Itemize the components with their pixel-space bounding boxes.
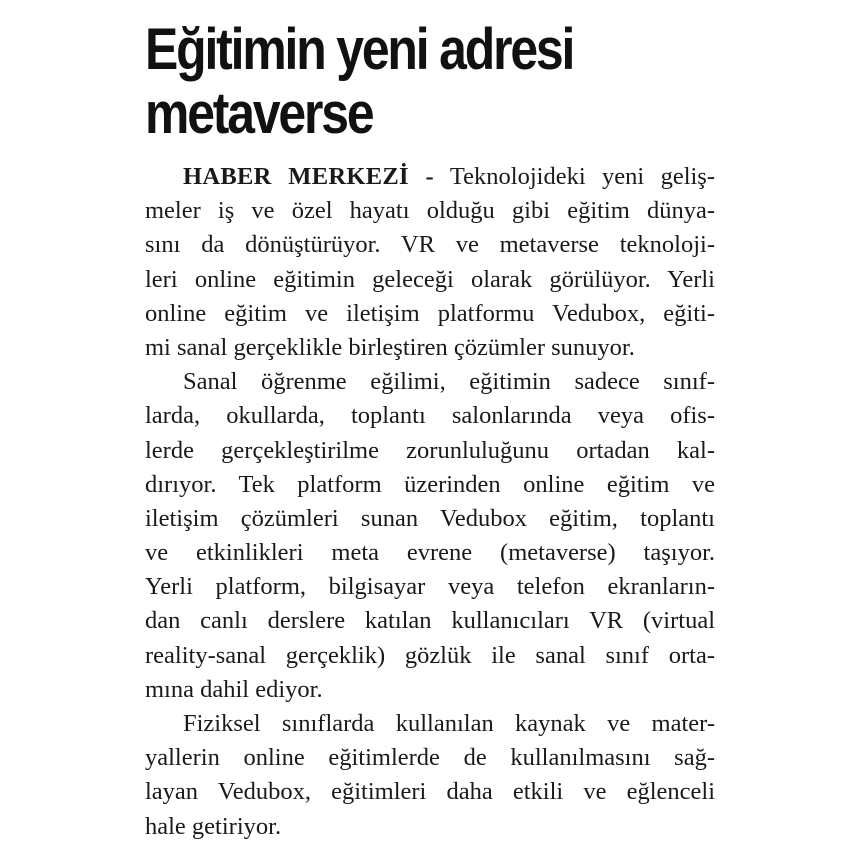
text-line: mi sanal gerçeklikle birleştiren çözümler sunuyor.	[145, 333, 635, 361]
text-line: Fiziksel sınıflarda kullanılan kaynak ve mater-	[183, 710, 715, 737]
paragraph	[145, 160, 715, 365]
paragraph	[145, 365, 715, 707]
text-line: meler iş ve özel hayatı olduğu gibi eğitim dünya-	[145, 197, 715, 225]
text-line: online eğitim ve iletişim platformu Vedubox, eğiti-	[145, 299, 715, 327]
article-body	[145, 160, 715, 844]
article-headline	[145, 18, 713, 146]
byline: HABER MERKEZİ -	[183, 163, 434, 190]
text-line: leri online eğitimin geleceği olarak görülüyor. Yerli	[145, 265, 715, 293]
text-line: Sanal öğrenme eğilimi, eğitimin sadece sınıf-	[183, 368, 715, 396]
text-line: hale getiriyor.	[145, 812, 282, 840]
text-line: Yerli platform, bilgisayar veya telefon ekranların-	[145, 573, 715, 601]
text-line: sını da dönüştürüyor. VR ve metaverse teknoloji-	[145, 231, 715, 259]
text-line: larda, okullarda, toplantı salonlarında veya ofis-	[145, 402, 715, 430]
headline-line: metaverse	[145, 81, 373, 146]
text-line	[145, 160, 715, 194]
text-line: mına dahil ediyor.	[145, 675, 323, 703]
text-fragment: Teknolojideki yeni geliş-	[449, 163, 715, 190]
text-line: ve etkinlikleri meta evrene (metaverse) taşıyor.	[145, 539, 715, 567]
text-line: dan canlı derslere katılan kullanıcıları VR (virtual	[145, 607, 715, 635]
news-article	[145, 17, 715, 840]
text-line: lerde gerçekleştirilme zorunluluğunu ortadan kal-	[145, 436, 715, 464]
paragraph	[145, 707, 715, 844]
headline-line: Eğitimin yeni adresi	[145, 17, 574, 82]
text-line: yallerin online eğitimlerde de kullanılmasını sağ-	[145, 744, 715, 772]
text-line: dırıyor. Tek platform üzerinden online eğitim ve	[145, 470, 715, 498]
text-line: iletişim çözümleri sunan Vedubox eğitim, toplantı	[145, 504, 715, 532]
text-line: layan Vedubox, eğitimleri daha etkili ve eğlenceli	[145, 778, 715, 806]
text-line: reality-sanal gerçeklik) gözlük ile sanal sınıf orta-	[145, 641, 715, 669]
